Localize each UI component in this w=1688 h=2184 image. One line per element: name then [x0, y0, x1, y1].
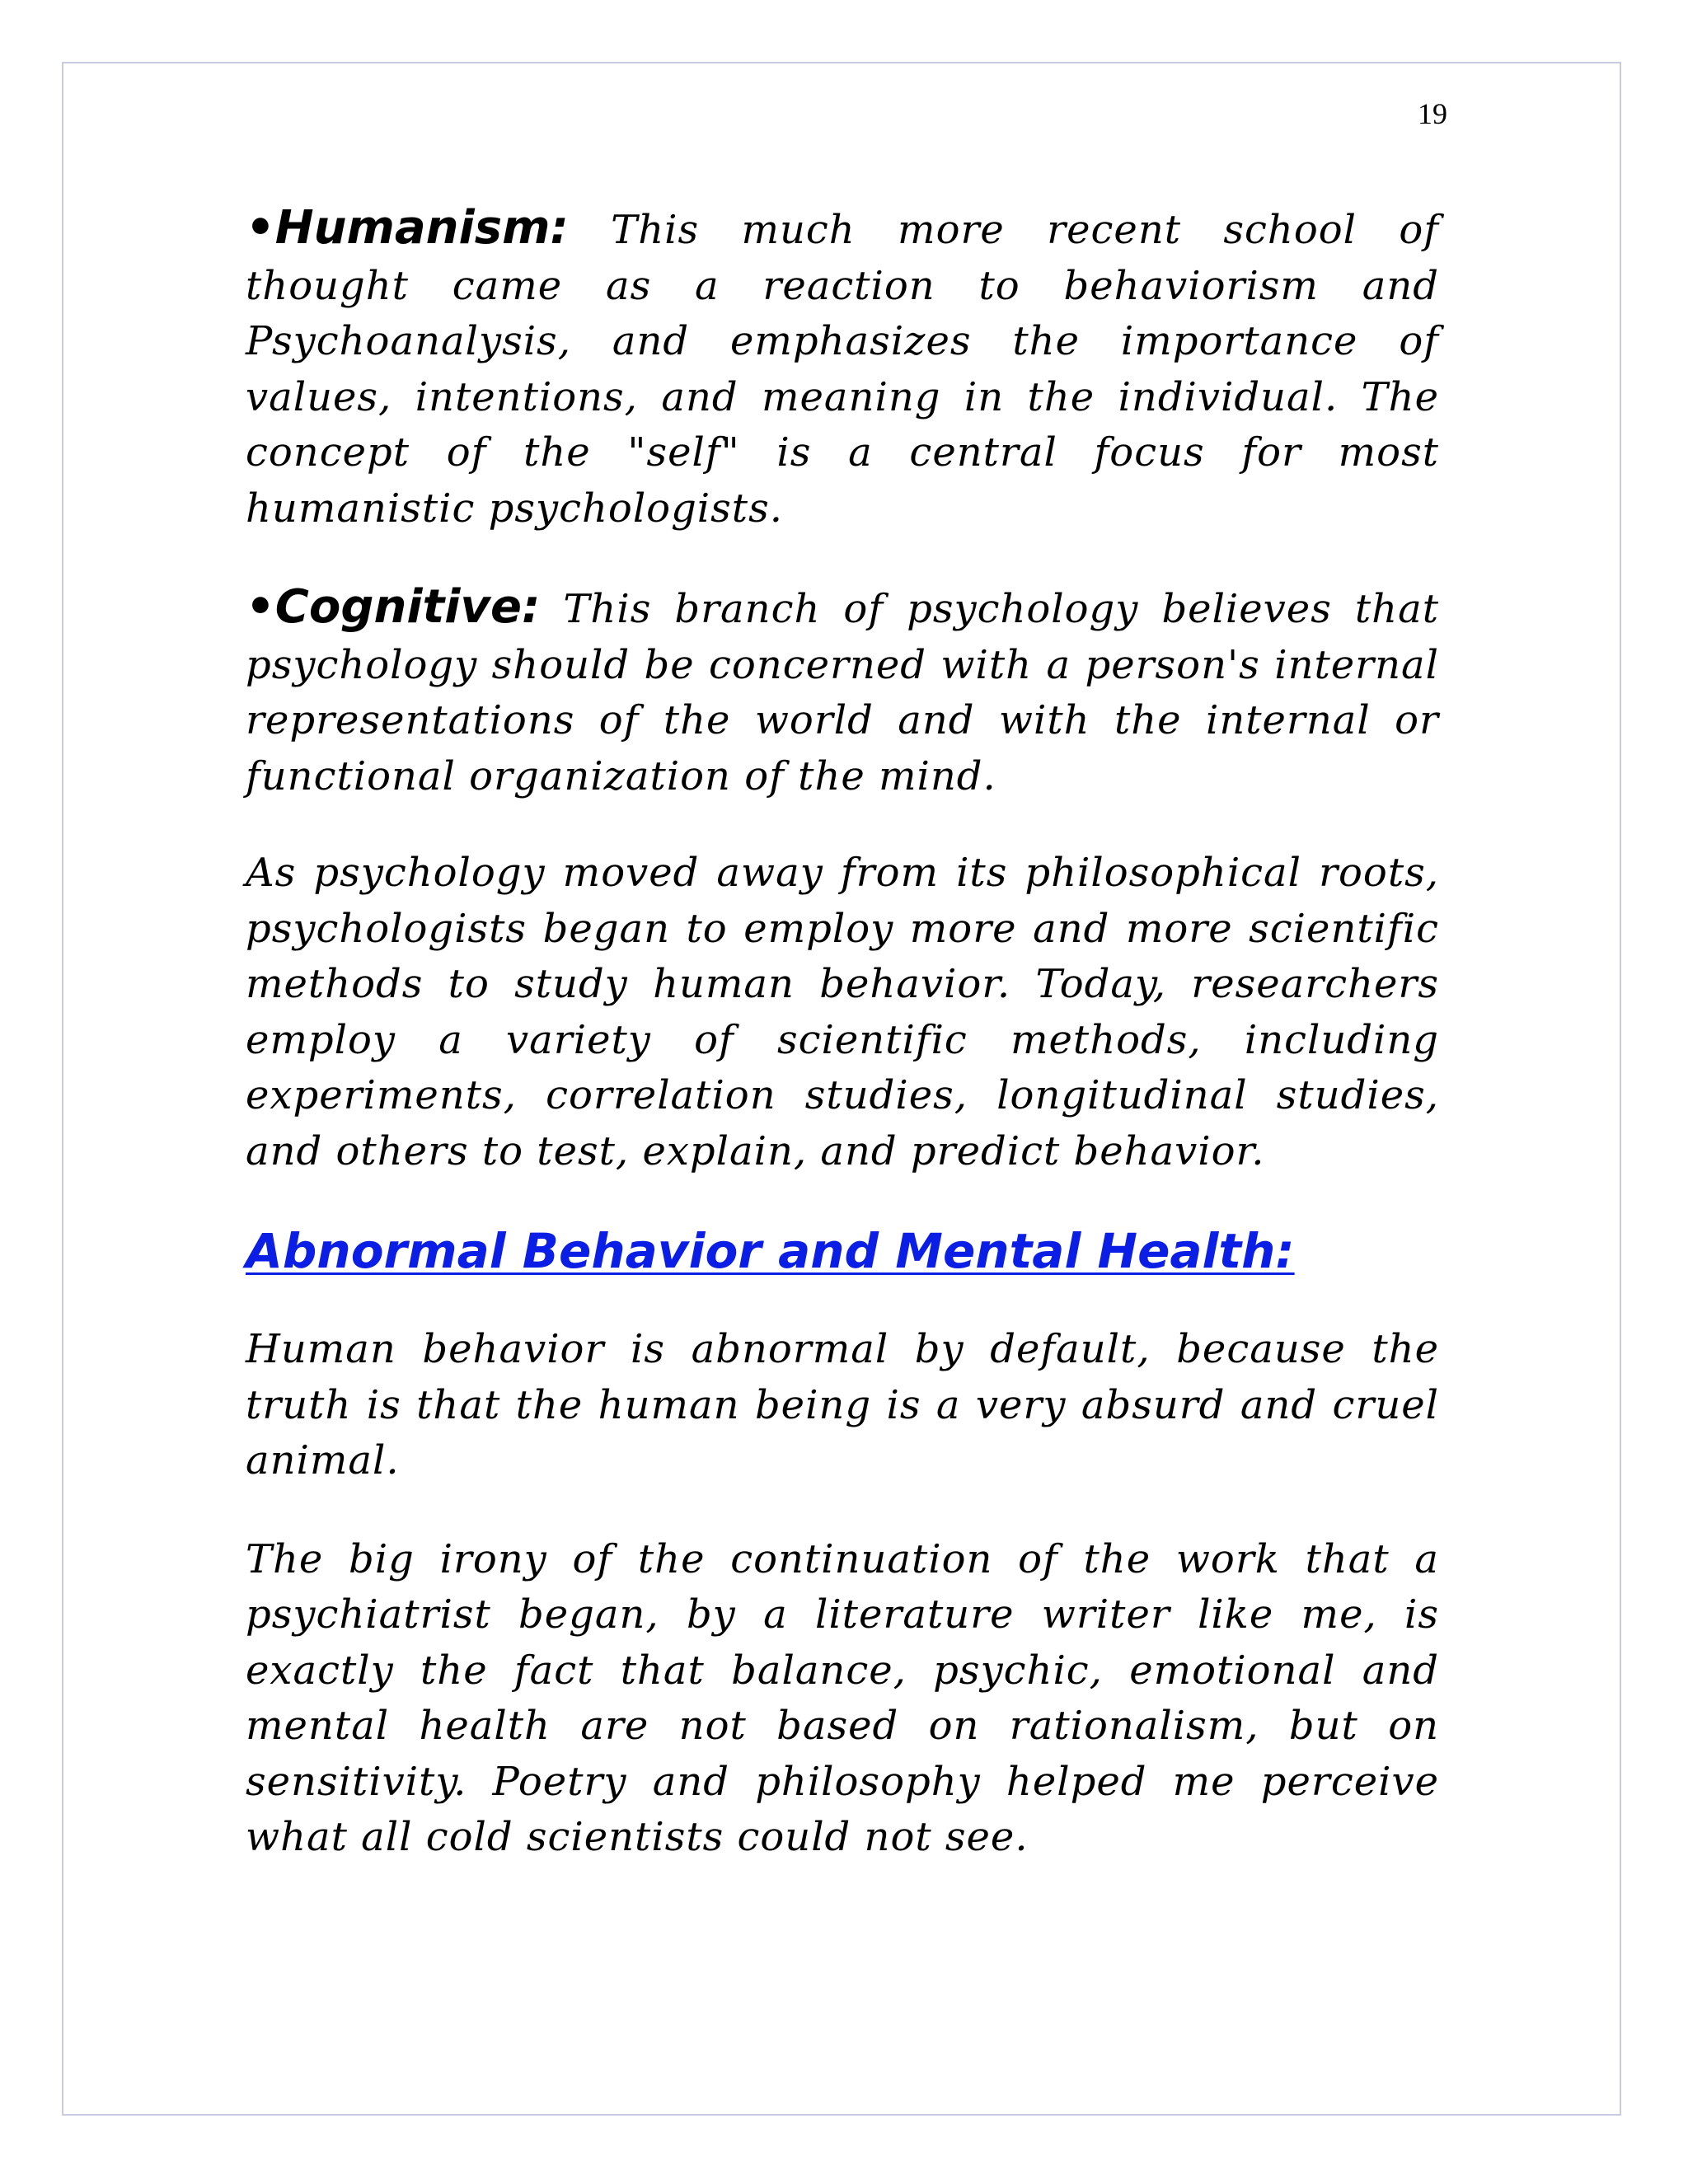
page-content	[246, 200, 1439, 1866]
humanism-paragraph	[246, 200, 1439, 537]
humanism-text: This much more recent school of thought came as a reaction to behaviorism and Psychoanalysis, and emphasizes the importance of values, intentions, and meaning in the individual. The concept of the "self" is a central focus for most humanistic psychologists.	[246, 207, 1439, 532]
cognitive-term: •Cognitive:	[246, 580, 541, 634]
abnormal-behavior-paragraph: Human behavior is abnormal by default, because the truth is that the human being is a very absurd and cruel animal.	[246, 1326, 1439, 1483]
irony-paragraph: The big irony of the continuation of the work that a psychiatrist began, by a literature writer like me, is exactly the fact that balance, psychic, emotional and mental health are not based on rationalism, but on sensitivity. Poetry and philosophy helped me perceive what all cold scientists could not see.	[246, 1535, 1439, 1860]
section-heading: Abnormal Behavior and Mental Health:	[246, 1223, 1295, 1279]
cognitive-paragraph	[246, 579, 1439, 804]
cognitive-text: This branch of psychology believes that psychology should be concerned with a person's internal representations of the world and with the internal or functional organization of the mind.	[246, 586, 1439, 799]
methods-paragraph: As psychology moved away from its philosophical roots, psychologists began to employ more and more scientific methods to study human behavior. Today, researchers employ a variety of scientific methods, including experiments, correlation studies, longitudinal studies, and others to test, explain, and predict behavior.	[246, 850, 1439, 1174]
humanism-term: •Humanism:	[246, 201, 569, 255]
page-number: 19	[1418, 97, 1447, 130]
